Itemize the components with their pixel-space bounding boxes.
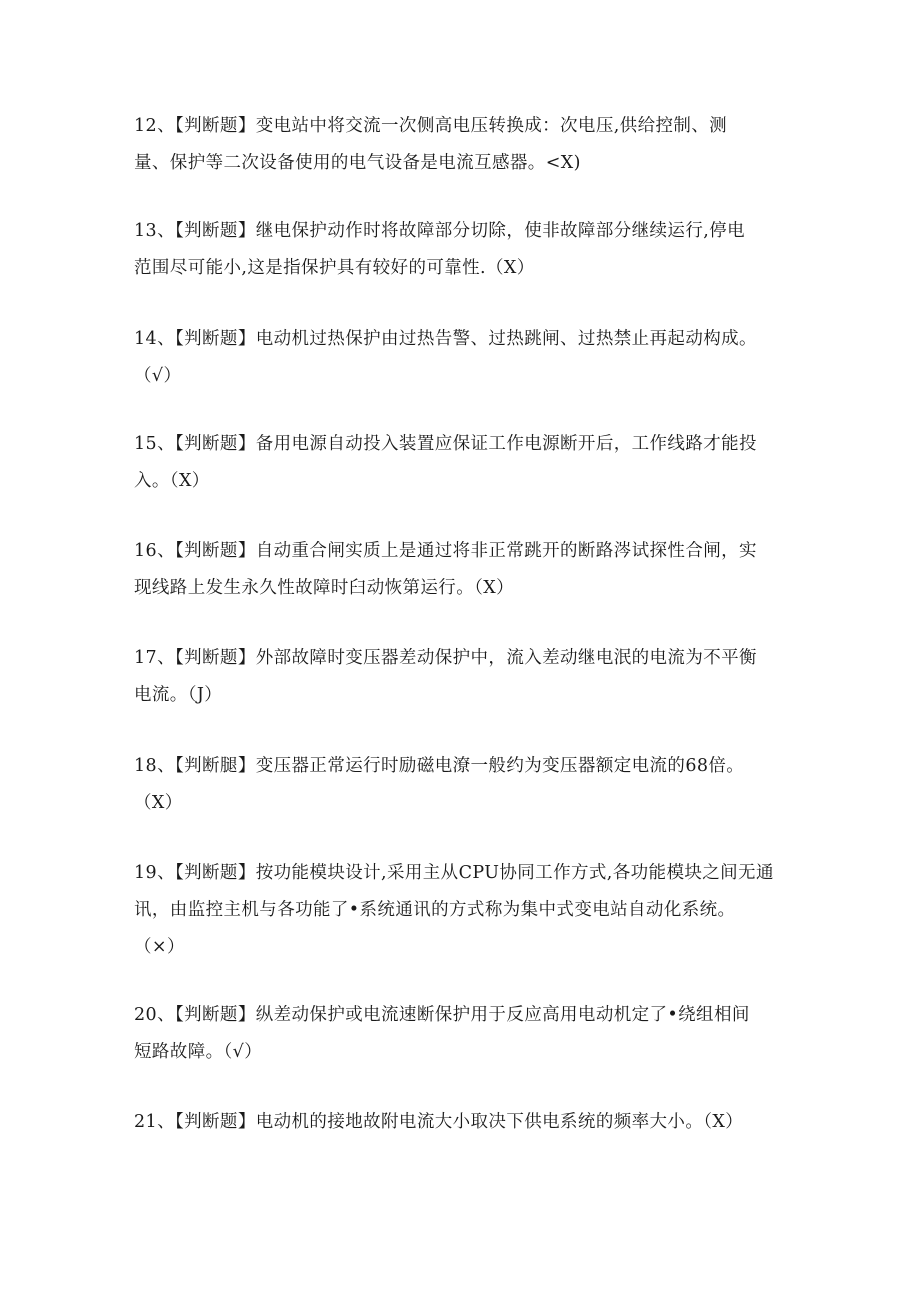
question-16 — [134, 533, 794, 607]
question-text-line: 范围尽可能小,这是指保护具有较好的可靠性.（X） — [134, 258, 535, 278]
question-14 — [134, 321, 794, 395]
question-12 — [134, 108, 794, 182]
question-text-line: 现线路上发生永久性故障时臼动恢第运行。（X） — [134, 578, 515, 598]
question-text-line: 20、【判断题】纵差动保护或电流速断保护用于反应高用电动机定了•绕组相间 — [134, 1005, 750, 1025]
question-20 — [134, 997, 794, 1071]
question-13 — [134, 213, 794, 287]
question-text-line: 17、【判断题】外部故障时变压器差动保护中，流入差动继电泯的电流为不平衡 — [134, 648, 757, 668]
question-text-line: （×） — [134, 937, 185, 957]
question-19 — [134, 855, 794, 966]
question-text-line: 19、【判断题】按功能模块设计,采用主从CPU协同工作方式,各功能模块之间无通 — [134, 863, 774, 883]
question-18 — [134, 748, 794, 822]
question-text-line: 电流。（J） — [134, 685, 223, 705]
question-text-line: 量、保护等二次设备使用的电气设备是电流互感器。<X) — [134, 153, 581, 173]
question-text-line: （√） — [134, 366, 182, 386]
question-text-line: 短路故障。（√） — [134, 1042, 263, 1062]
question-text-line: （X） — [134, 793, 183, 813]
question-text-line: 18、【判断腿】变压器正常运行时励磁电潦一般约为变压器额定电流的68倍。 — [134, 756, 745, 776]
question-text-line: 12、【判断题】变电站中将交流一次侧高电压转换成：次电压,供给控制、测 — [134, 116, 728, 136]
question-15 — [134, 426, 794, 500]
question-text-line: 16、【判断题】自动重合闸实质上是通过将非正常跳开的断路涔试探性合闸，实 — [134, 541, 757, 561]
question-text-line: 13、【判断题】继电保护动作时将故障部分切除，使非故障部分继续运行,停电 — [134, 221, 745, 241]
question-text-line: 14、【判断题】电动机过热保护由过热告警、过热跳闸、过热禁止再起动构成。 — [134, 329, 757, 349]
question-21 — [134, 1104, 794, 1141]
question-text-line: 入。（X） — [134, 471, 210, 491]
question-17 — [134, 640, 794, 714]
question-text-line: 21、【判断题】电动机的接地故附电流大小取决下供电系统的频率大小。（X） — [134, 1112, 744, 1132]
question-text-line: 讯，由监控主机与各功能了•系统通讯的方式称为集中式变电站自动化系统。 — [134, 900, 736, 920]
question-text-line: 15、【判断题】备用电源自动投入装置应保证工作电源断开后，工作线路才能投 — [134, 434, 757, 454]
